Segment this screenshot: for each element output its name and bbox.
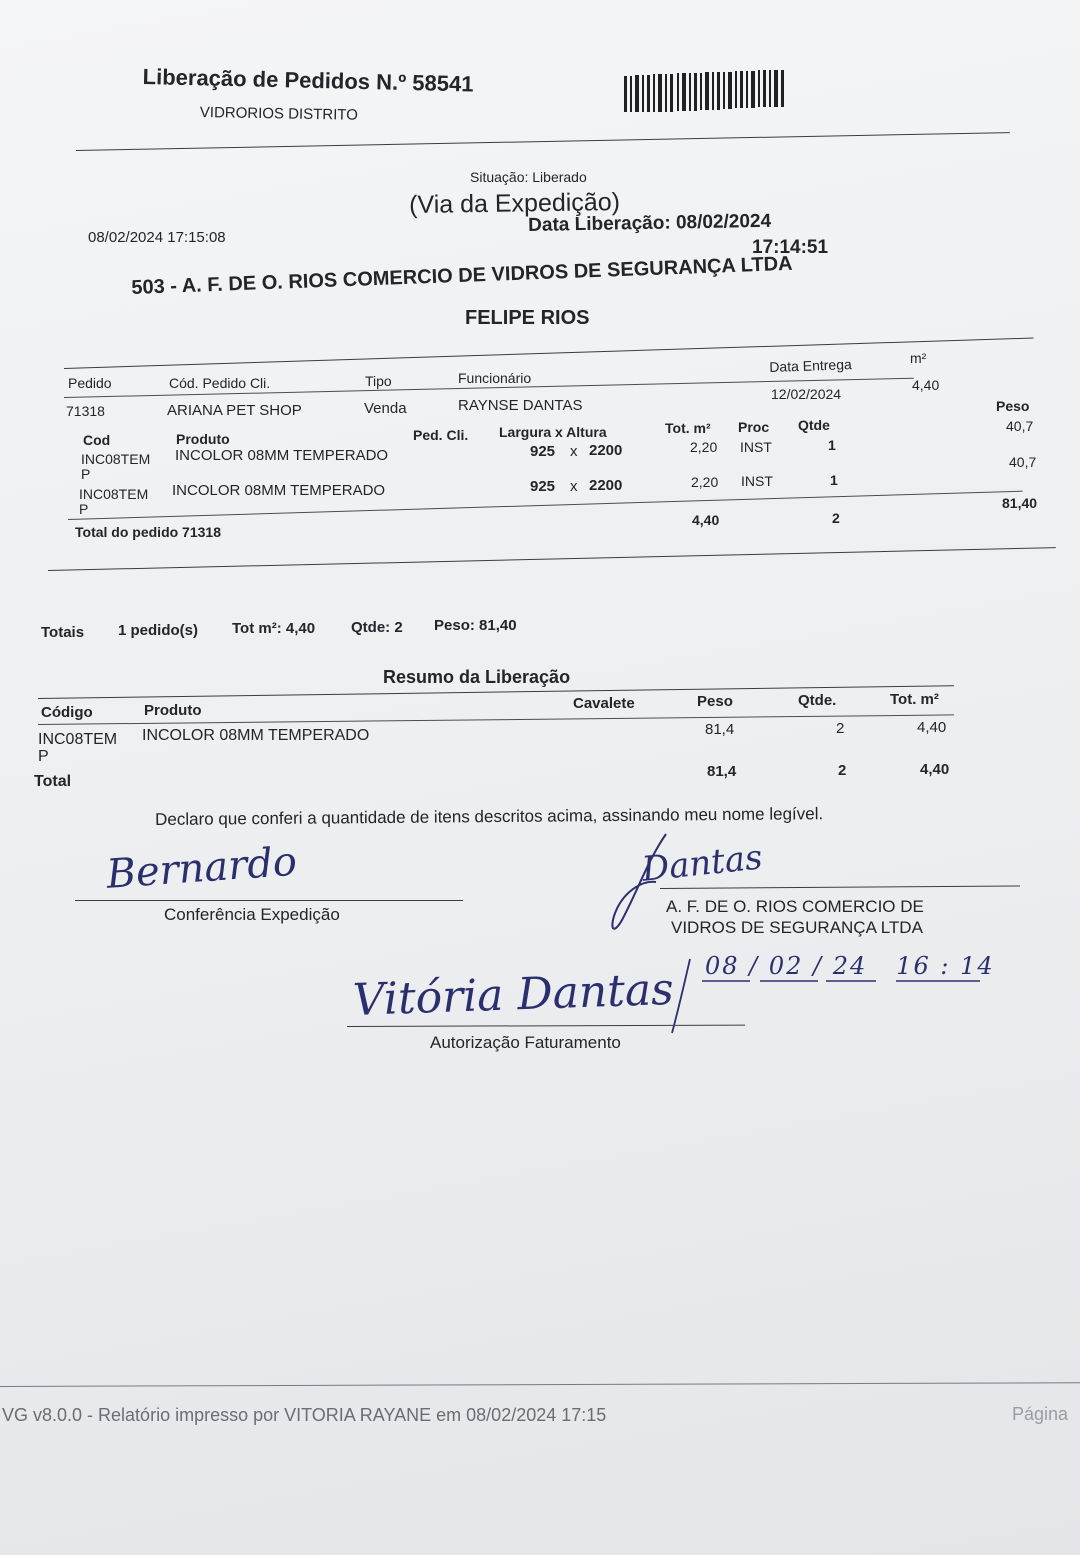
handwritten-date: 08 / 02 / 24 16 : 14 xyxy=(705,952,995,980)
resumo-col-cavalete: Cavalete xyxy=(573,695,635,712)
resumo-total-peso: 81,4 xyxy=(707,763,737,780)
item-produto: INCOLOR 08MM TEMPERADO xyxy=(172,482,386,499)
order-total-qtde: 2 xyxy=(832,510,840,526)
handwritten-date-underline xyxy=(700,978,990,984)
item-altura: 2200 xyxy=(589,477,623,494)
order-m2: 4,40 xyxy=(912,377,940,393)
item-largura: 925 xyxy=(530,443,556,460)
item-proc: INST xyxy=(741,473,773,489)
declaration-text: Declaro que conferi a quantidade de itens descritos acima, assinando meu nome legível. xyxy=(155,804,824,829)
order-bottom-rule xyxy=(48,547,1056,571)
printed-datetime: 08/02/2024 17:15:08 xyxy=(88,229,226,246)
footer-page: Página xyxy=(1012,1404,1069,1424)
footer-text: VG v8.0.0 - Relatório impresso por VITORIA RAYANE em 08/02/2024 17:15 xyxy=(2,1405,607,1425)
resumo-qtde: 2 xyxy=(836,720,845,737)
item-peso: 40,7 xyxy=(1006,418,1034,434)
item-col-cod: Cod xyxy=(83,432,111,448)
col-m2: m² xyxy=(910,350,927,366)
resumo-total-qtde: 2 xyxy=(838,762,847,779)
right-signature-caption-1: A. F. DE O. RIOS COMERCIO DE xyxy=(666,897,924,916)
col-tipo: Tipo xyxy=(365,373,392,389)
left-signature-caption: Conferência Expedição xyxy=(164,905,340,924)
item-col-produto: Produto xyxy=(176,431,230,447)
resumo-col-codigo: Código xyxy=(41,704,93,721)
item-col-qtde: Qtde xyxy=(798,417,830,433)
resumo-codigo-cont: P xyxy=(38,748,49,765)
item-altura: 2200 xyxy=(589,442,623,459)
data-liberacao: Data Liberação: 08/02/2024 xyxy=(528,210,772,236)
totais-peso: Peso: 81,40 xyxy=(434,617,517,634)
resumo-title: Resumo da Liberação xyxy=(383,667,571,687)
item-qtde: 1 xyxy=(828,437,836,453)
item-tot-m2: 2,20 xyxy=(690,439,718,455)
resumo-total-tot-m2: 4,40 xyxy=(920,761,950,778)
item-qtde: 1 xyxy=(830,472,838,488)
document-title: Liberação de Pedidos N.º 58541 xyxy=(142,64,474,97)
resumo-produto: INCOLOR 08MM TEMPERADO xyxy=(142,727,370,744)
order-pedido: 71318 xyxy=(66,403,105,419)
resumo-col-tot-m2: Tot. m² xyxy=(890,691,939,708)
barcode xyxy=(624,70,786,114)
resumo-peso: 81,4 xyxy=(705,721,735,738)
item-cod: INC08TEM xyxy=(79,486,149,502)
right-signature-caption-2: VIDROS DE SEGURANÇA LTDA xyxy=(671,918,923,937)
situacao-label: Situação: Liberado xyxy=(470,169,587,185)
item-peso: 40,7 xyxy=(1009,454,1037,470)
item-tot-m2: 2,20 xyxy=(691,474,719,490)
order-tipo: Venda xyxy=(364,400,407,417)
resumo-tot-m2: 4,40 xyxy=(917,719,947,736)
item-produto: INCOLOR 08MM TEMPERADO xyxy=(175,447,389,464)
order-total-m2: 4,40 xyxy=(692,512,720,528)
totais-label: Totais xyxy=(41,624,85,641)
footer-rule xyxy=(0,1382,1080,1387)
resumo-col-produto: Produto xyxy=(144,702,202,719)
col-pedido: Pedido xyxy=(68,375,112,391)
client-contact: FELIPE RIOS xyxy=(465,307,590,329)
bottom-signature-caption: Autorização Faturamento xyxy=(430,1033,621,1052)
item-col-proc: Proc xyxy=(738,419,770,435)
resumo-total-label: Total xyxy=(34,773,72,790)
totais-qtde: Qtde: 2 xyxy=(351,619,403,636)
order-total-peso: 81,40 xyxy=(1002,495,1038,511)
item-proc: INST xyxy=(740,439,772,455)
item-col-peso: Peso xyxy=(996,398,1030,414)
resumo-col-qtde: Qtde. xyxy=(798,692,837,709)
left-signature: Bernardo xyxy=(105,838,299,898)
resumo-codigo: INC08TEM xyxy=(38,731,118,748)
item-largura: 925 xyxy=(530,478,556,495)
client-name: 503 - A. F. DE O. RIOS COMERCIO DE VIDROS DE SEGURANÇA LTDA xyxy=(131,252,793,299)
col-funcionario: Funcionário xyxy=(458,370,532,386)
item-cod: INC08TEM xyxy=(81,451,151,467)
totais-pedidos: 1 pedido(s) xyxy=(118,622,199,639)
hora-liberacao: 17:14:51 xyxy=(752,237,829,258)
resumo-col-peso: Peso xyxy=(697,693,733,710)
via-expedicao: (Via da Expedição) xyxy=(409,188,621,219)
header-divider xyxy=(76,132,1010,151)
item-x: x xyxy=(570,443,578,460)
order-top-rule xyxy=(64,338,1034,369)
order-data-entrega: 12/02/2024 xyxy=(771,386,842,402)
order-total-label: Total do pedido 71318 xyxy=(75,524,221,540)
company-name: VIDRORIOS DISTRITO xyxy=(199,104,359,124)
item-cod-cont: P xyxy=(81,466,91,482)
bottom-signature: Vitória Dantas xyxy=(352,963,675,1026)
item-col-tot-m2: Tot. m² xyxy=(665,420,711,436)
item-x: x xyxy=(570,478,578,495)
totais-m2: Tot m²: 4,40 xyxy=(232,620,316,637)
left-signature-line xyxy=(75,900,463,901)
right-signature: Dantas xyxy=(640,837,765,890)
item-col-largura-altura: Largura x Altura xyxy=(499,424,607,440)
col-data-entrega: Data Entrega xyxy=(769,356,853,375)
item-col-ped-cli: Ped. Cli. xyxy=(413,427,469,443)
order-cod-cli: ARIANA PET SHOP xyxy=(167,402,302,419)
item-cod-cont: P xyxy=(79,501,89,517)
order-funcionario: RAYNSE DANTAS xyxy=(458,397,583,414)
col-cod-pedido-cli: Cód. Pedido Cli. xyxy=(169,375,271,391)
